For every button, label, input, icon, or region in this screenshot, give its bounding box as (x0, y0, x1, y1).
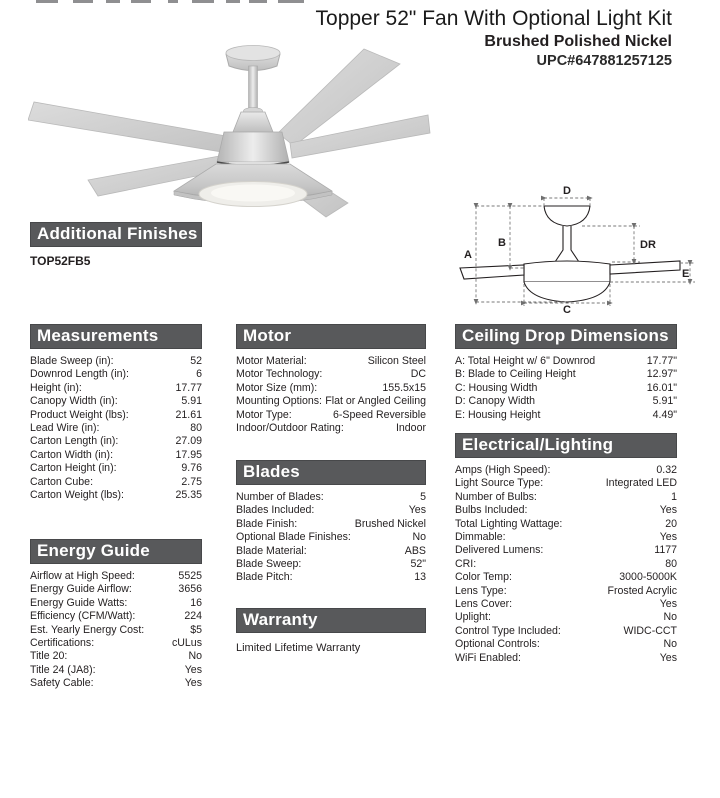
spec-value: 3656 (178, 583, 202, 596)
spec-row (236, 545, 426, 558)
spec-label: Dimmable: (455, 531, 506, 544)
spec-value: 3000-5000K (619, 571, 677, 584)
diagram-label-dr: DR (640, 239, 656, 251)
diagram-label-b: B (498, 237, 506, 249)
spec-value: 1177 (654, 544, 677, 557)
spec-label: Carton Length (in): (30, 435, 119, 448)
spec-label: Product Weight (lbs): (30, 408, 129, 421)
warranty-section (236, 608, 426, 654)
ceiling-drop-dimensions-header: Ceiling Drop Dimensions (455, 324, 677, 349)
spec-value: 52 (190, 355, 202, 367)
spec-label: Motor Material: (236, 355, 307, 367)
spec-value: Brushed Nickel (354, 517, 426, 530)
spec-value: 4.49" (652, 408, 677, 421)
motor-section (236, 324, 426, 435)
spec-value: Integrated LED (605, 477, 677, 490)
spec-row (236, 382, 426, 395)
spec-label: Lens Type: (455, 584, 507, 597)
spec-label: A: Total Height w/ 6" Downrod (455, 355, 596, 367)
spec-value: Indoor (395, 422, 426, 435)
spec-row (455, 611, 677, 624)
spec-row (30, 449, 202, 462)
spec-row (236, 491, 426, 504)
spec-value: 17.95 (175, 448, 202, 461)
blades-rows (236, 491, 426, 585)
spec-label: Height (in): (30, 381, 82, 394)
energy-guide-header: Energy Guide (30, 539, 202, 564)
spec-label: Delivered Lumens: (455, 544, 544, 557)
fan-neck (233, 112, 273, 132)
spec-label: Carton Cube: (30, 475, 94, 488)
spec-value: 17.77 (175, 381, 202, 394)
spec-value: Yes (659, 598, 677, 611)
spec-label: Motor Technology: (236, 368, 323, 381)
spec-label: Title 24 (JA8): (30, 663, 96, 676)
spec-label: Control Type Included: (455, 624, 561, 637)
spec-label: C: Housing Width (455, 381, 538, 394)
spec-row (30, 489, 202, 502)
spec-value: 155.5x15 (382, 381, 426, 394)
spec-row (30, 462, 202, 475)
model-number: TOP52FB5 (30, 254, 91, 268)
spec-label: Motor Size (mm): (236, 381, 318, 394)
spec-label: E: Housing Height (455, 408, 541, 421)
spec-row (236, 409, 426, 422)
spec-label: Est. Yearly Energy Cost: (30, 623, 145, 636)
spec-label: Safety Cable: (30, 677, 94, 690)
fan-downrod (249, 66, 258, 110)
spec-row (455, 409, 677, 422)
blades-header: Blades (236, 460, 426, 485)
motor-rows (236, 355, 426, 435)
motor-header: Motor (236, 324, 426, 349)
spec-value: 6-Speed Reversible (332, 408, 426, 421)
electrical-lighting-header: Electrical/Lighting (455, 433, 677, 458)
spec-value: No (663, 638, 677, 651)
spec-value: Yes (408, 504, 426, 517)
cropped-logo-fragment (36, 0, 304, 3)
spec-value: No (188, 650, 202, 663)
spec-row (236, 518, 426, 531)
spec-value: 0.32 (656, 464, 677, 476)
spec-row (455, 625, 677, 638)
spec-row (30, 597, 202, 610)
spec-label: Efficiency (CFM/Watt): (30, 610, 136, 623)
spec-label: B: Blade to Ceiling Height (455, 368, 576, 381)
spec-row (236, 558, 426, 571)
spec-label: CRI: (455, 557, 477, 570)
fan-product-image (28, 33, 433, 221)
spec-label: Indoor/Outdoor Rating: (236, 422, 344, 435)
spec-value: Yes (659, 531, 677, 544)
spec-row (455, 531, 677, 544)
spec-row (455, 558, 677, 571)
spec-value: ABS (404, 544, 426, 557)
spec-label: Light Source Type: (455, 477, 544, 490)
electrical-lighting-rows (455, 464, 677, 665)
spec-row (455, 491, 677, 504)
spec-value: 5.91 (181, 395, 202, 408)
diagram-label-c: C (563, 304, 571, 314)
spec-value: No (412, 531, 426, 544)
spec-row (30, 624, 202, 637)
spec-label: WiFi Enabled: (455, 651, 521, 664)
spec-row (30, 610, 202, 623)
spec-label: Airflow at High Speed: (30, 570, 135, 582)
product-upc: UPC#647881257125 (536, 53, 672, 69)
spec-row (30, 355, 202, 368)
spec-value: DC (410, 368, 426, 381)
measurements-rows (30, 355, 202, 502)
fan-motor-housing (217, 132, 289, 162)
spec-row (455, 395, 677, 408)
spec-row (455, 571, 677, 584)
spec-row (30, 476, 202, 489)
spec-row (30, 650, 202, 663)
spec-value: Frosted Acrylic (607, 584, 677, 597)
spec-label: Downrod Length (in): (30, 368, 129, 381)
spec-value: 80 (665, 557, 677, 570)
spec-value: 80 (190, 422, 202, 435)
spec-value: $5 (190, 623, 202, 636)
spec-label: Optional Controls: (455, 638, 540, 651)
spec-row (455, 464, 677, 477)
spec-label: Lens Cover: (455, 598, 513, 611)
additional-finishes-section (30, 222, 202, 268)
spec-value: 52" (410, 558, 426, 571)
spec-label: Blade Pitch: (236, 571, 293, 584)
spec-value: 13 (414, 571, 426, 584)
spec-row (30, 368, 202, 381)
spec-label: Title 20: (30, 650, 68, 663)
spec-label: D: Canopy Width (455, 395, 536, 408)
spec-label: Optional Blade Finishes: (236, 531, 351, 544)
energy-guide-rows (30, 570, 202, 691)
spec-label: Energy Guide Airflow: (30, 583, 132, 596)
spec-label: Carton Weight (lbs): (30, 489, 125, 502)
spec-row (236, 368, 426, 381)
spec-label: Blades Included: (236, 504, 315, 517)
spec-value: Yes (184, 677, 202, 690)
spec-row (236, 531, 426, 544)
spec-row (30, 664, 202, 677)
spec-value: 6 (196, 368, 202, 381)
spec-value: Yes (184, 663, 202, 676)
spec-row (30, 395, 202, 408)
spec-row (236, 422, 426, 435)
spec-label: Uplight: (455, 611, 491, 624)
spec-row (236, 571, 426, 584)
spec-value: No (663, 611, 677, 624)
spec-row (236, 355, 426, 368)
ceiling-drop-rows (455, 355, 677, 422)
spec-value: Yes (659, 651, 677, 664)
spec-row (30, 382, 202, 395)
spec-row (455, 652, 677, 665)
spec-row (30, 422, 202, 435)
spec-row (455, 382, 677, 395)
warranty-text: Limited Lifetime Warranty (236, 642, 361, 654)
spec-row (30, 435, 202, 448)
measurements-header: Measurements (30, 324, 202, 349)
spec-label: Carton Width (in): (30, 448, 114, 461)
measurements-section (30, 324, 202, 502)
ceiling-drop-dimensions-section (455, 324, 677, 422)
spec-row (455, 585, 677, 598)
spec-value: 224 (184, 610, 202, 623)
spec-row (30, 637, 202, 650)
spec-row (30, 570, 202, 583)
spec-label: Blade Finish: (236, 517, 298, 530)
spec-row (236, 504, 426, 517)
spec-label: Blade Material: (236, 544, 307, 557)
diagram-label-a: A (464, 249, 472, 261)
additional-finishes-header: Additional Finishes (30, 222, 202, 247)
spec-label: Canopy Width (in): (30, 395, 118, 408)
spec-value: Flat or Angled Ceiling (325, 395, 426, 408)
spec-label: Certifications: (30, 637, 95, 650)
spec-row (455, 504, 677, 517)
spec-value: 2.75 (181, 475, 202, 488)
spec-value: 20 (665, 517, 677, 530)
electrical-lighting-section (455, 433, 677, 665)
spec-value: 5.91" (652, 395, 677, 408)
spec-label: Bulbs Included: (455, 504, 528, 517)
spec-label: Total Lighting Wattage: (455, 517, 563, 530)
spec-label: Carton Height (in): (30, 462, 117, 475)
spec-label: Lead Wire (in): (30, 422, 100, 435)
spec-value: 12.97" (646, 368, 677, 381)
spec-row (30, 583, 202, 596)
spec-value: 16 (190, 596, 202, 609)
spec-value: 16.01" (646, 381, 677, 394)
diagram-label-e: E (682, 268, 690, 280)
spec-label: Color Temp: (455, 571, 512, 584)
spec-value: cULus (171, 637, 202, 650)
spec-value: 5 (420, 491, 426, 503)
spec-value: 5525 (178, 570, 202, 582)
spec-label: Blade Sweep (in): (30, 355, 114, 367)
product-title: Topper 52" Fan With Optional Light Kit (315, 7, 672, 30)
spec-value: 17.77" (646, 355, 677, 367)
spec-row (455, 355, 677, 368)
spec-label: Number of Bulbs: (455, 490, 537, 503)
spec-label: Motor Type: (236, 408, 292, 421)
diagram-fan-outline (460, 206, 680, 302)
ceiling-drop-diagram (452, 180, 702, 314)
spec-row (455, 477, 677, 490)
spec-label: Blade Sweep: (236, 558, 302, 571)
spec-label: Amps (High Speed): (455, 464, 551, 476)
warranty-header: Warranty (236, 608, 426, 633)
spec-value: 9.76 (181, 462, 202, 475)
diagram-label-d: D (563, 185, 571, 197)
spec-row (30, 677, 202, 690)
spec-row (455, 544, 677, 557)
spec-value: 25.35 (175, 489, 202, 502)
spec-value: 21.61 (175, 408, 202, 421)
blades-section (236, 460, 426, 585)
spec-row (455, 368, 677, 381)
spec-row (455, 638, 677, 651)
spec-value: WIDC-CCT (623, 624, 677, 637)
spec-row (455, 598, 677, 611)
spec-label: Number of Blades: (236, 491, 324, 503)
spec-label: Mounting Options: (236, 395, 322, 408)
spec-row (455, 518, 677, 531)
spec-value: 27.09 (175, 435, 202, 448)
spec-value: Silicon Steel (367, 355, 426, 367)
energy-guide-section (30, 539, 202, 691)
product-finish: Brushed Polished Nickel (484, 33, 672, 50)
spec-value: Yes (659, 504, 677, 517)
spec-label: Energy Guide Watts: (30, 596, 128, 609)
spec-row (30, 409, 202, 422)
spec-value: 1 (671, 490, 677, 503)
spec-row (236, 395, 426, 408)
